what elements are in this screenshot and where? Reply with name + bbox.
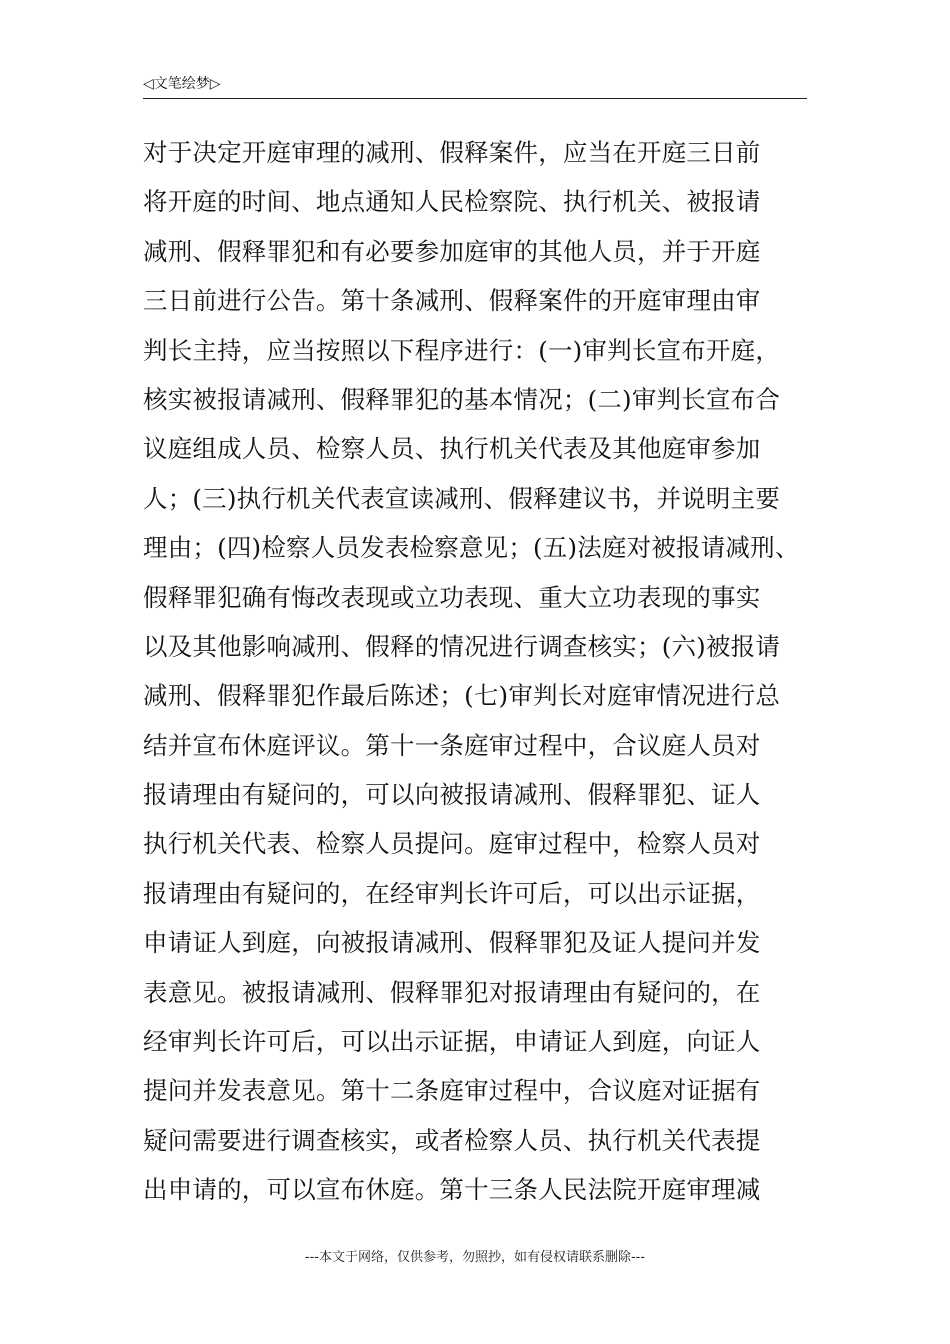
text-line: 减刑、假释罪犯和有必要参加庭审的其他人员，并于开庭 [143, 236, 761, 266]
text-line: 人；(三)执行机关代表宣读减刑、假释建议书，并说明主要 [143, 483, 781, 513]
text-line: 出申请的，可以宣布休庭。第十三条人民法院开庭审理减 [143, 1175, 761, 1205]
text-line: 假释罪犯确有悔改表现或立功表现、重大立功表现的事实 [143, 582, 761, 612]
text-line: 提问并发表意见。第十二条庭审过程中，合议庭对证据有 [143, 1076, 761, 1106]
text-line: 判长主持，应当按照以下程序进行：(一)审判长宣布开庭， [143, 335, 781, 365]
header-title: ◁文笔绘梦▷ [143, 76, 221, 92]
text-line: 报请理由有疑问的，在经审判长许可后，可以出示证据， [143, 878, 761, 908]
page-header [143, 74, 807, 99]
text-line: 理由；(四)检察人员发表检察意见；(五)法庭对被报请减刑、 [143, 533, 800, 563]
text-line: 结并宣布休庭评议。第十一条庭审过程中，合议庭人员对 [143, 730, 761, 760]
text-line: 以及其他影响减刑、假释的情况进行调查核实；(六)被报请 [143, 631, 781, 661]
document-body [143, 128, 818, 1215]
page-footer: ---本文于网络，仅供参考，勿照抄，如有侵权请联系删除--- [304, 1250, 646, 1265]
text-line: 三日前进行公告。第十条减刑、假释案件的开庭审理由审 [143, 286, 761, 316]
text-line: 执行机关代表、检察人员提问。庭审过程中，检察人员对 [143, 829, 761, 859]
text-line: 经审判长许可后，可以出示证据，申请证人到庭，向证人 [143, 1027, 761, 1057]
text-line: 减刑、假释罪犯作最后陈述；(七)审判长对庭审情况进行总 [143, 681, 781, 711]
text-line: 疑问需要进行调查核实，或者检察人员、执行机关代表提 [143, 1125, 761, 1155]
text-line: 将开庭的时间、地点通知人民检察院、执行机关、被报请 [143, 187, 761, 217]
text-line: 议庭组成人员、检察人员、执行机关代表及其他庭审参加 [143, 434, 761, 464]
text-line: 对于决定开庭审理的减刑、假释案件，应当在开庭三日前 [143, 138, 761, 167]
text-line: 核实被报请减刑、假释罪犯的基本情况；(二)审判长宣布合 [143, 384, 781, 414]
text-line: 报请理由有疑问的，可以向被报请减刑、假释罪犯、证人 [143, 780, 761, 810]
text-line: 申请证人到庭，向被报请减刑、假释罪犯及证人提问并发 [143, 928, 761, 958]
text-line: 表意见。被报请减刑、假释罪犯对报请理由有疑问的，在 [143, 977, 761, 1007]
